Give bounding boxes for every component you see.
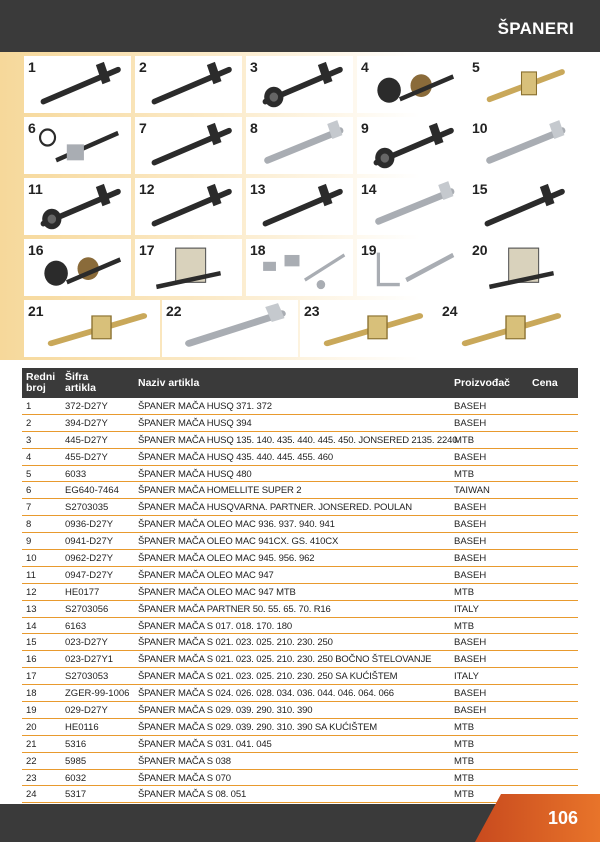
cell-maker: BASEH [454,502,487,514]
cell-name: ŠPANER MAČA OLEO MAC 947 [138,569,274,581]
tensioner-part-icon [24,300,160,357]
cell-name: ŠPANER MAČA S 038 [138,755,231,767]
photo-number: 24 [442,303,458,319]
table-row [22,651,578,668]
photo-number: 14 [361,181,377,197]
cell-maker: BASEH [454,401,487,412]
cell-name: ŠPANER MAČA S 08. 051 [138,789,247,801]
photo-number: 15 [472,181,488,197]
cell-maker: TAIWAN [454,485,490,497]
table-row [22,466,578,483]
product-photo [135,178,242,235]
table-row [22,432,578,449]
cell-name: ŠPANER MAČA S 031. 041. 045 [138,738,272,750]
cell-code: 5316 [65,738,87,750]
cell-code: 455-D27Y [65,451,108,463]
table-row [22,567,578,584]
table-row [22,702,578,719]
cell-maker: MTB [454,755,475,767]
photo-number: 9 [361,120,369,136]
tensioner-part-icon [135,56,242,113]
cell-name: ŠPANER MAČA PARTNER 50. 55. 65. 70. R16 [138,603,331,615]
product-photo [468,178,575,235]
cell-code: 372-D27Y [65,401,108,412]
product-photo [246,56,353,113]
photo-number: 5 [472,59,480,75]
table-row [22,533,578,550]
cell-no: 19 [26,705,37,717]
tensioner-part-icon [246,56,353,113]
cell-no: 2 [26,417,32,429]
photo-number: 3 [250,59,258,75]
product-table [22,368,578,803]
cell-name: ŠPANER MAČA OLEO MAC 947 MTB [138,586,296,598]
cell-maker: ITALY [454,603,479,615]
cell-name: ŠPANER MAČA S 021. 023. 025. 210. 230. 250 BOČNO ŠTELOVANJE [138,654,432,666]
cell-code: S2703056 [65,603,109,615]
cell-name: ŠPANER MAČA OLEO MAC 941CX. GS. 410CX [138,536,339,548]
photo-number: 21 [28,303,44,319]
cell-code: HE0177 [65,586,100,598]
cell-name: ŠPANER MAČA HUSQ 135. 140. 435. 440. 445. 450. JONSERED 2135. 2240 [138,434,458,446]
table-row [22,601,578,618]
cell-no: 21 [26,738,37,750]
photo-number: 2 [139,59,147,75]
photo-number: 13 [250,181,266,197]
cell-code: 023-D27Y1 [65,654,114,666]
table-row [22,415,578,432]
product-photo [24,178,131,235]
cell-no: 7 [26,502,32,514]
table-row [22,634,578,651]
cell-code: 6163 [65,620,87,632]
cell-name: ŠPANER MAČA S 024. 026. 028. 034. 036. 044. 046. 064. 066 [138,688,394,700]
table-row [22,736,578,753]
table-row [22,786,578,803]
photo-number: 16 [28,242,44,258]
product-photo [357,56,464,113]
product-photo [162,300,298,357]
cell-code: ZGER-99-1006 [65,688,130,700]
tensioner-part-icon [24,117,131,174]
tensioner-part-icon [468,56,575,113]
cell-maker: MTB [454,434,475,446]
cell-code: 0936-D27Y [65,519,114,531]
cell-name: ŠPANER MAČA HUSQ 480 [138,468,252,480]
table-row [22,770,578,787]
cell-maker: MTB [454,738,475,750]
tensioner-part-icon [162,300,298,357]
cell-maker: BASEH [454,569,487,581]
table-row [22,499,578,516]
cell-code: 029-D27Y [65,705,108,717]
cell-no: 6 [26,485,32,497]
photo-number: 4 [361,59,369,75]
cell-name: ŠPANER MAČA HUSQVARNA. PARTNER. JONSERED. POULAN [138,502,412,514]
tensioner-part-icon [135,117,242,174]
tensioner-part-icon [357,56,464,113]
cell-no: 12 [26,586,37,598]
cell-no: 10 [26,553,37,565]
photo-number: 17 [139,242,155,258]
cell-code: S2703053 [65,671,109,683]
product-photo [135,56,242,113]
cell-no: 16 [26,654,37,666]
cell-no: 14 [26,620,37,632]
cell-no: 4 [26,451,32,463]
cell-maker: BASEH [454,553,487,565]
cell-code: 0941-D27Y [65,536,114,548]
product-photo [24,117,131,174]
tensioner-part-icon [246,117,353,174]
product-photo [438,300,574,357]
cell-no: 23 [26,772,37,784]
tensioner-part-icon [438,300,574,357]
table-row [22,753,578,770]
cell-name: ŠPANER MAČA HOMELLITE SUPER 2 [138,485,302,497]
product-photo [246,178,353,235]
table-row [22,550,578,567]
table-row [22,685,578,702]
photo-number: 7 [139,120,147,136]
cell-maker: BASEH [454,519,487,531]
cell-maker: BASEH [454,705,487,717]
cell-no: 24 [26,789,37,801]
cell-maker: BASEH [454,536,487,548]
photo-number: 22 [166,303,182,319]
product-photo [135,239,242,296]
table-row [22,668,578,685]
photo-number: 11 [28,181,43,197]
table-row [22,618,578,635]
cell-code: 0962-D27Y [65,553,114,565]
cell-code: 023-D27Y [65,637,108,649]
cell-code: HE0116 [65,721,99,733]
cell-code: EG640-7464 [65,485,119,497]
cell-code: 5985 [65,755,87,767]
cell-maker: BASEH [454,451,487,463]
cell-maker: MTB [454,789,475,801]
cell-code: S2703035 [65,502,109,514]
cell-maker: MTB [454,586,475,598]
photo-number: 18 [250,242,266,258]
cell-name: ŠPANER MAČA S 029. 039. 290. 310. 390 SA KUĆIŠTEM [138,721,378,733]
cell-no: 17 [26,671,37,683]
cell-name: ŠPANER MAČA S 021. 023. 025. 210. 230. 250 SA KUĆIŠTEM [138,671,398,683]
photo-number: 23 [304,303,320,319]
photo-number: 8 [250,120,258,136]
product-photo-grid [0,52,600,360]
header-maker: Proizvođač [454,377,511,389]
cell-maker: ITALY [454,671,479,683]
cell-maker: MTB [454,772,475,784]
cell-no: 11 [26,569,36,581]
photo-number: 6 [28,120,36,136]
cell-name: ŠPANER MAČA S 021. 023. 025. 210. 230. 250 [138,637,333,649]
cell-name: ŠPANER MAČA S 017. 018. 170. 180 [138,620,292,632]
cell-name: ŠPANER MAČA HUSQ 394 [138,417,252,429]
cell-maker: BASEH [454,688,487,700]
product-photo [246,117,353,174]
header-bar [0,0,600,52]
tensioner-part-icon [357,117,464,174]
page-number: 106 [547,808,578,828]
table-row [22,398,578,415]
cell-no: 3 [26,434,32,446]
product-photo [357,239,464,296]
header-code: Šifra artikla [65,371,96,394]
tensioner-part-icon [24,56,131,113]
table-row [22,482,578,499]
product-photo [468,239,575,296]
cell-code: 445-D27Y [65,434,108,446]
product-photo [135,117,242,174]
cell-no: 13 [26,603,37,615]
cell-maker: MTB [454,468,475,480]
photo-number: 10 [472,120,488,136]
table-body [22,398,578,803]
cell-code: 5317 [65,789,87,801]
photo-number: 19 [361,242,377,258]
cell-maker: MTB [454,721,475,733]
product-photo [357,117,464,174]
product-photo [24,56,131,113]
cell-code: 0947-D27Y [65,569,114,581]
cell-name: ŠPANER MAČA S 029. 039. 290. 310. 390 [138,705,313,717]
cell-maker: BASEH [454,637,487,649]
cell-no: 22 [26,755,37,767]
header-no: Redni broj [26,371,56,394]
product-photo [24,239,131,296]
product-photo [468,117,575,174]
cell-name: ŠPANER MAČA OLEO MAC 945. 956. 962 [138,553,315,565]
photo-number: 1 [28,59,36,75]
cell-no: 20 [26,721,37,733]
product-photo [357,178,464,235]
cell-no: 1 [26,401,32,412]
cell-no: 15 [26,637,37,649]
cell-name: ŠPANER MAČA HUSQ 435. 440. 445. 455. 460 [138,451,334,463]
table-row [22,449,578,466]
cell-code: 6032 [65,772,87,784]
table-header [22,368,578,398]
table-row [22,516,578,533]
product-photo [246,239,353,296]
cell-code: 6033 [65,468,87,480]
header-price: Cena [532,377,558,389]
photo-number: 20 [472,242,488,258]
cell-name: ŠPANER MAČA HUSQ 371. 372 [138,401,272,412]
product-photo [300,300,436,357]
header-name: Naziv artikla [138,377,200,389]
cell-name: ŠPANER MAČA OLEO MAC 936. 937. 940. 941 [138,519,335,531]
table-row [22,719,578,736]
cell-name: ŠPANER MAČA S 070 [138,772,231,784]
cell-maker: BASEH [454,654,487,666]
cell-no: 5 [26,468,32,480]
table-row [22,584,578,601]
product-photo [24,300,160,357]
cell-no: 18 [26,688,37,700]
cell-maker: MTB [454,620,475,632]
product-photo [468,56,575,113]
cell-no: 8 [26,519,32,531]
tensioner-part-icon [300,300,436,357]
photo-number: 12 [139,181,155,197]
cell-code: 394-D27Y [65,417,108,429]
page-title: ŠPANERI [497,19,574,38]
cell-maker: BASEH [454,417,487,429]
cell-no: 9 [26,536,32,548]
